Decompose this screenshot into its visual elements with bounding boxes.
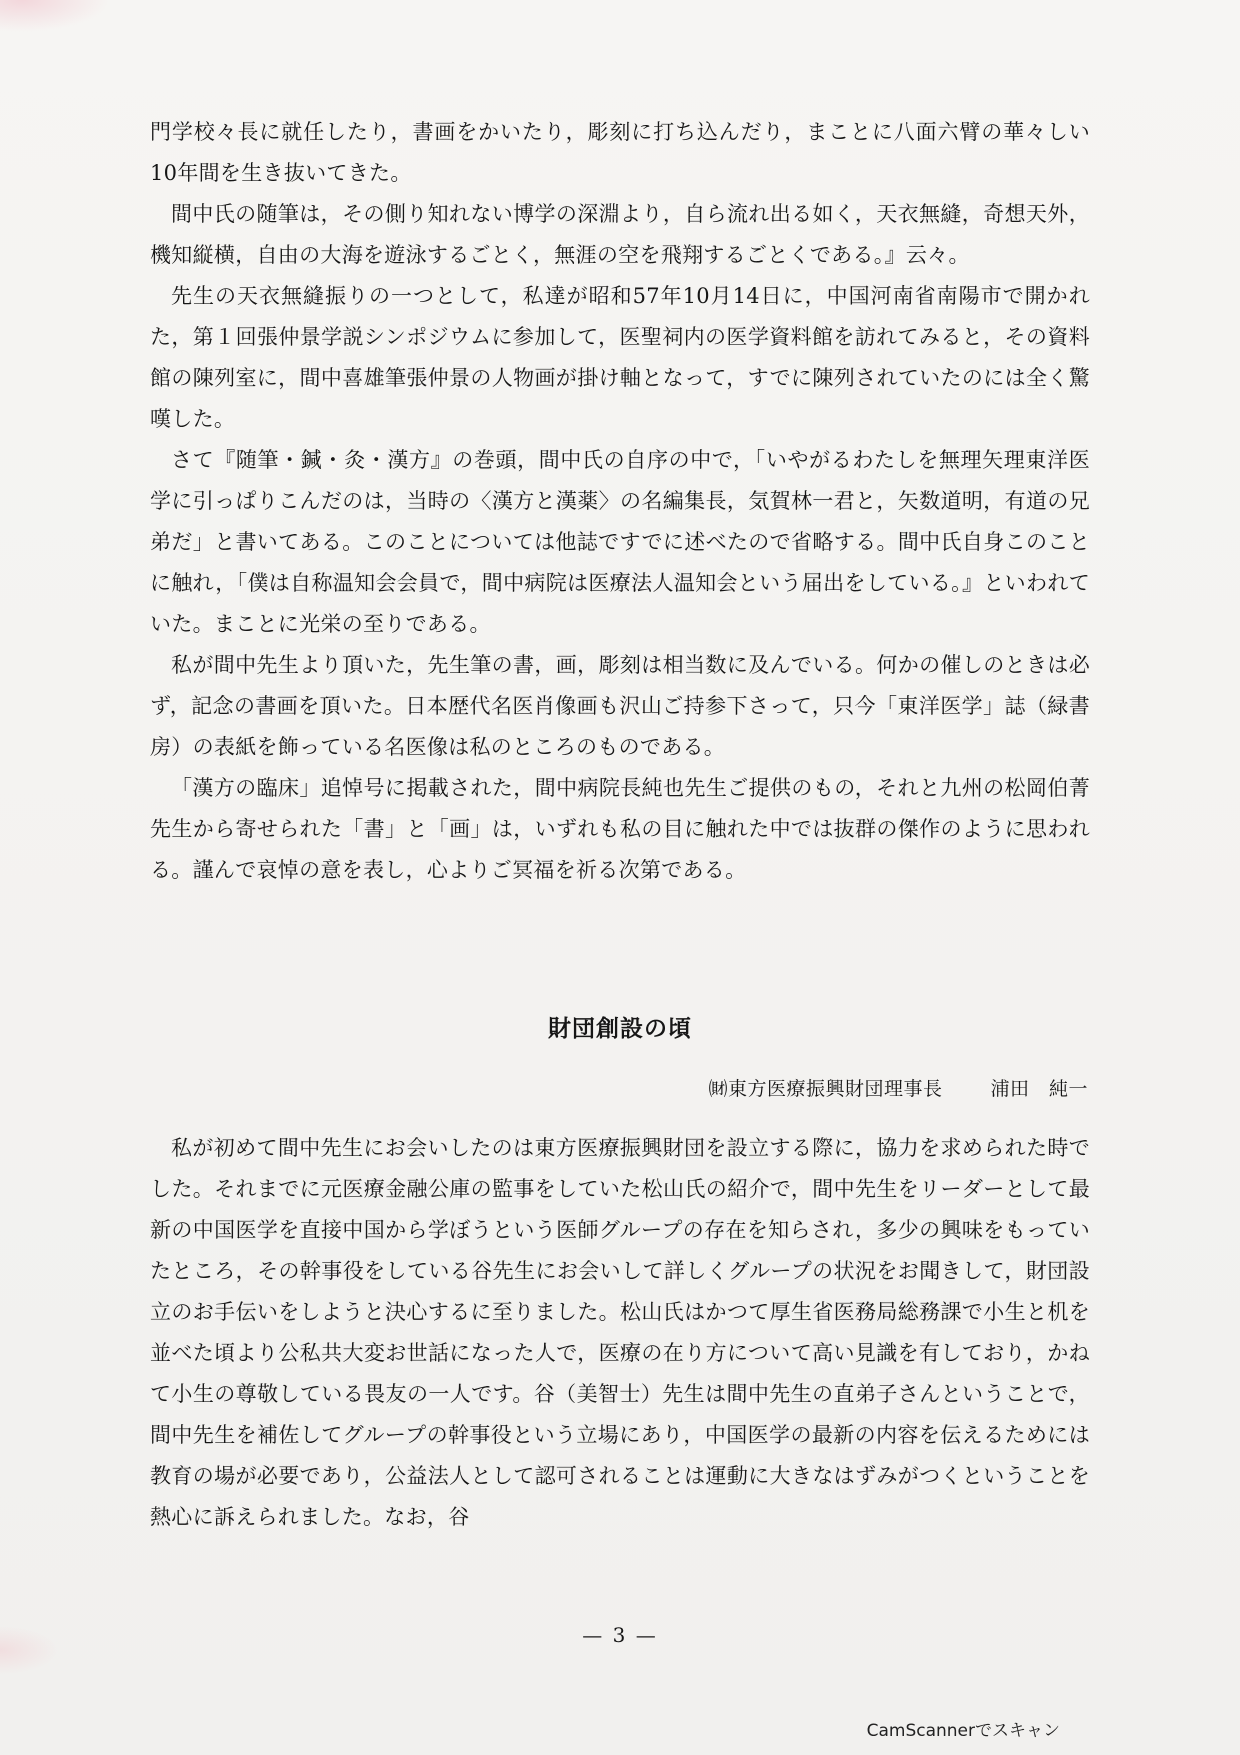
author-name: 浦田 純一 — [990, 1078, 1088, 1100]
scanner-watermark: CamScannerでスキャン — [866, 1721, 1060, 1741]
paragraph: 間中氏の随筆は，その側り知れない博学の深淵より，自ら流れ出る如く，天衣無縫，奇想天外，機知縦横，自由の大海を遊泳するごとく，無涯の空を飛翔するごとくである。』云々。 — [150, 202, 1090, 267]
paragraph: 私が初めて間中先生にお会いしたのは東方医療振興財団を設立する際に，協力を求められた時でした。それまでに元医療金融公庫の監事をしていた松山氏の紹介で，間中先生をリーダーとして最新の中国医学を直接中国から学ぼうという医師グループの存在を知らされ，多少の興味をもっていたところ，その幹事役をしている谷先生にお会いして詳しくグループの状況をお聞きして，財団設立のお手伝いをしようと決心するに至りました。松山氏はかつて厚生省医務局総務課で小生と机を並べた頃より公私共大変お世話になった人で，医療の在り方について高い見識を有しており，かねて小生の尊敬している畏友の一人です。谷（美智士）先生は間中先生の直弟子さんということで，間中先生を補佐してグループの幹事役という立場にあり，中国医学の最新の内容を伝えるためには教育の場が必要であり，公益法人として認可されることは運動に大きなはずみがつくということを熱心に訴えられました。なお，谷 — [150, 1136, 1090, 1529]
paragraph: さて『随筆・鍼・灸・漢方』の巻頭，間中氏の自序の中で，「いやがるわたしを無理矢理東洋医学に引っぱりこんだのは，当時の〈漢方と漢薬〉の名編集長，気賀林一君と，矢数道明，有道の兄弟だ」と書いてある。このことについては他誌ですでに述べたので省略する。間中氏自身このことに触れ，「僕は自称温知会会員で，間中病院は医療法人温知会という届出をしている。』といわれていた。まことに光栄の至りである。 — [150, 448, 1090, 636]
paragraph: 先生の天衣無縫振りの一つとして，私達が昭和57年10月14日に，中国河南省南陽市で開かれた，第１回張仲景学説シンポジウムに参加して，医聖祠内の医学資料館を訪れてみると，その資料館の陳列室に，間中喜雄筆張仲景の人物画が掛け軸となって，すでに陳列されていたのには全く驚嘆した。 — [150, 284, 1090, 431]
author-organization: ㈶東方医療振興財団理事長 — [708, 1078, 943, 1100]
body-text-lower — [150, 1128, 1090, 1538]
paragraph: 「漢方の臨床」追悼号に掲載された，間中病院長純也先生ご提供のもの，それと九州の松岡伯菁先生から寄せられた「書」と「画」は，いずれも私の目に触れた中では抜群の傑作のように思われる。謹んで哀悼の意を表し，心よりご冥福を祈る次第である。 — [150, 776, 1090, 882]
section-title: 財団創設の頃 — [548, 1016, 692, 1042]
scan-stain-mark — [0, 0, 110, 32]
paragraph: 門学校々長に就任したり，書画をかいたり，彫刻に打ち込んだり，まことに八面六臂の華々しい10年間を生き抜いてきた。 — [150, 120, 1090, 185]
body-text-upper — [150, 112, 1090, 891]
page-number: — 3 — — [582, 1623, 658, 1647]
paragraph: 私が間中先生より頂いた，先生筆の書，画，彫刻は相当数に及んでいる。何かの催しのときは必ず，記念の書画を頂いた。日本歴代名医肖像画も沢山ご持参下さって，只今「東洋医学」誌（緑書房）の表紙を飾っている名医像は私のところのものである。 — [150, 653, 1090, 759]
author-byline — [150, 1074, 1088, 1101]
